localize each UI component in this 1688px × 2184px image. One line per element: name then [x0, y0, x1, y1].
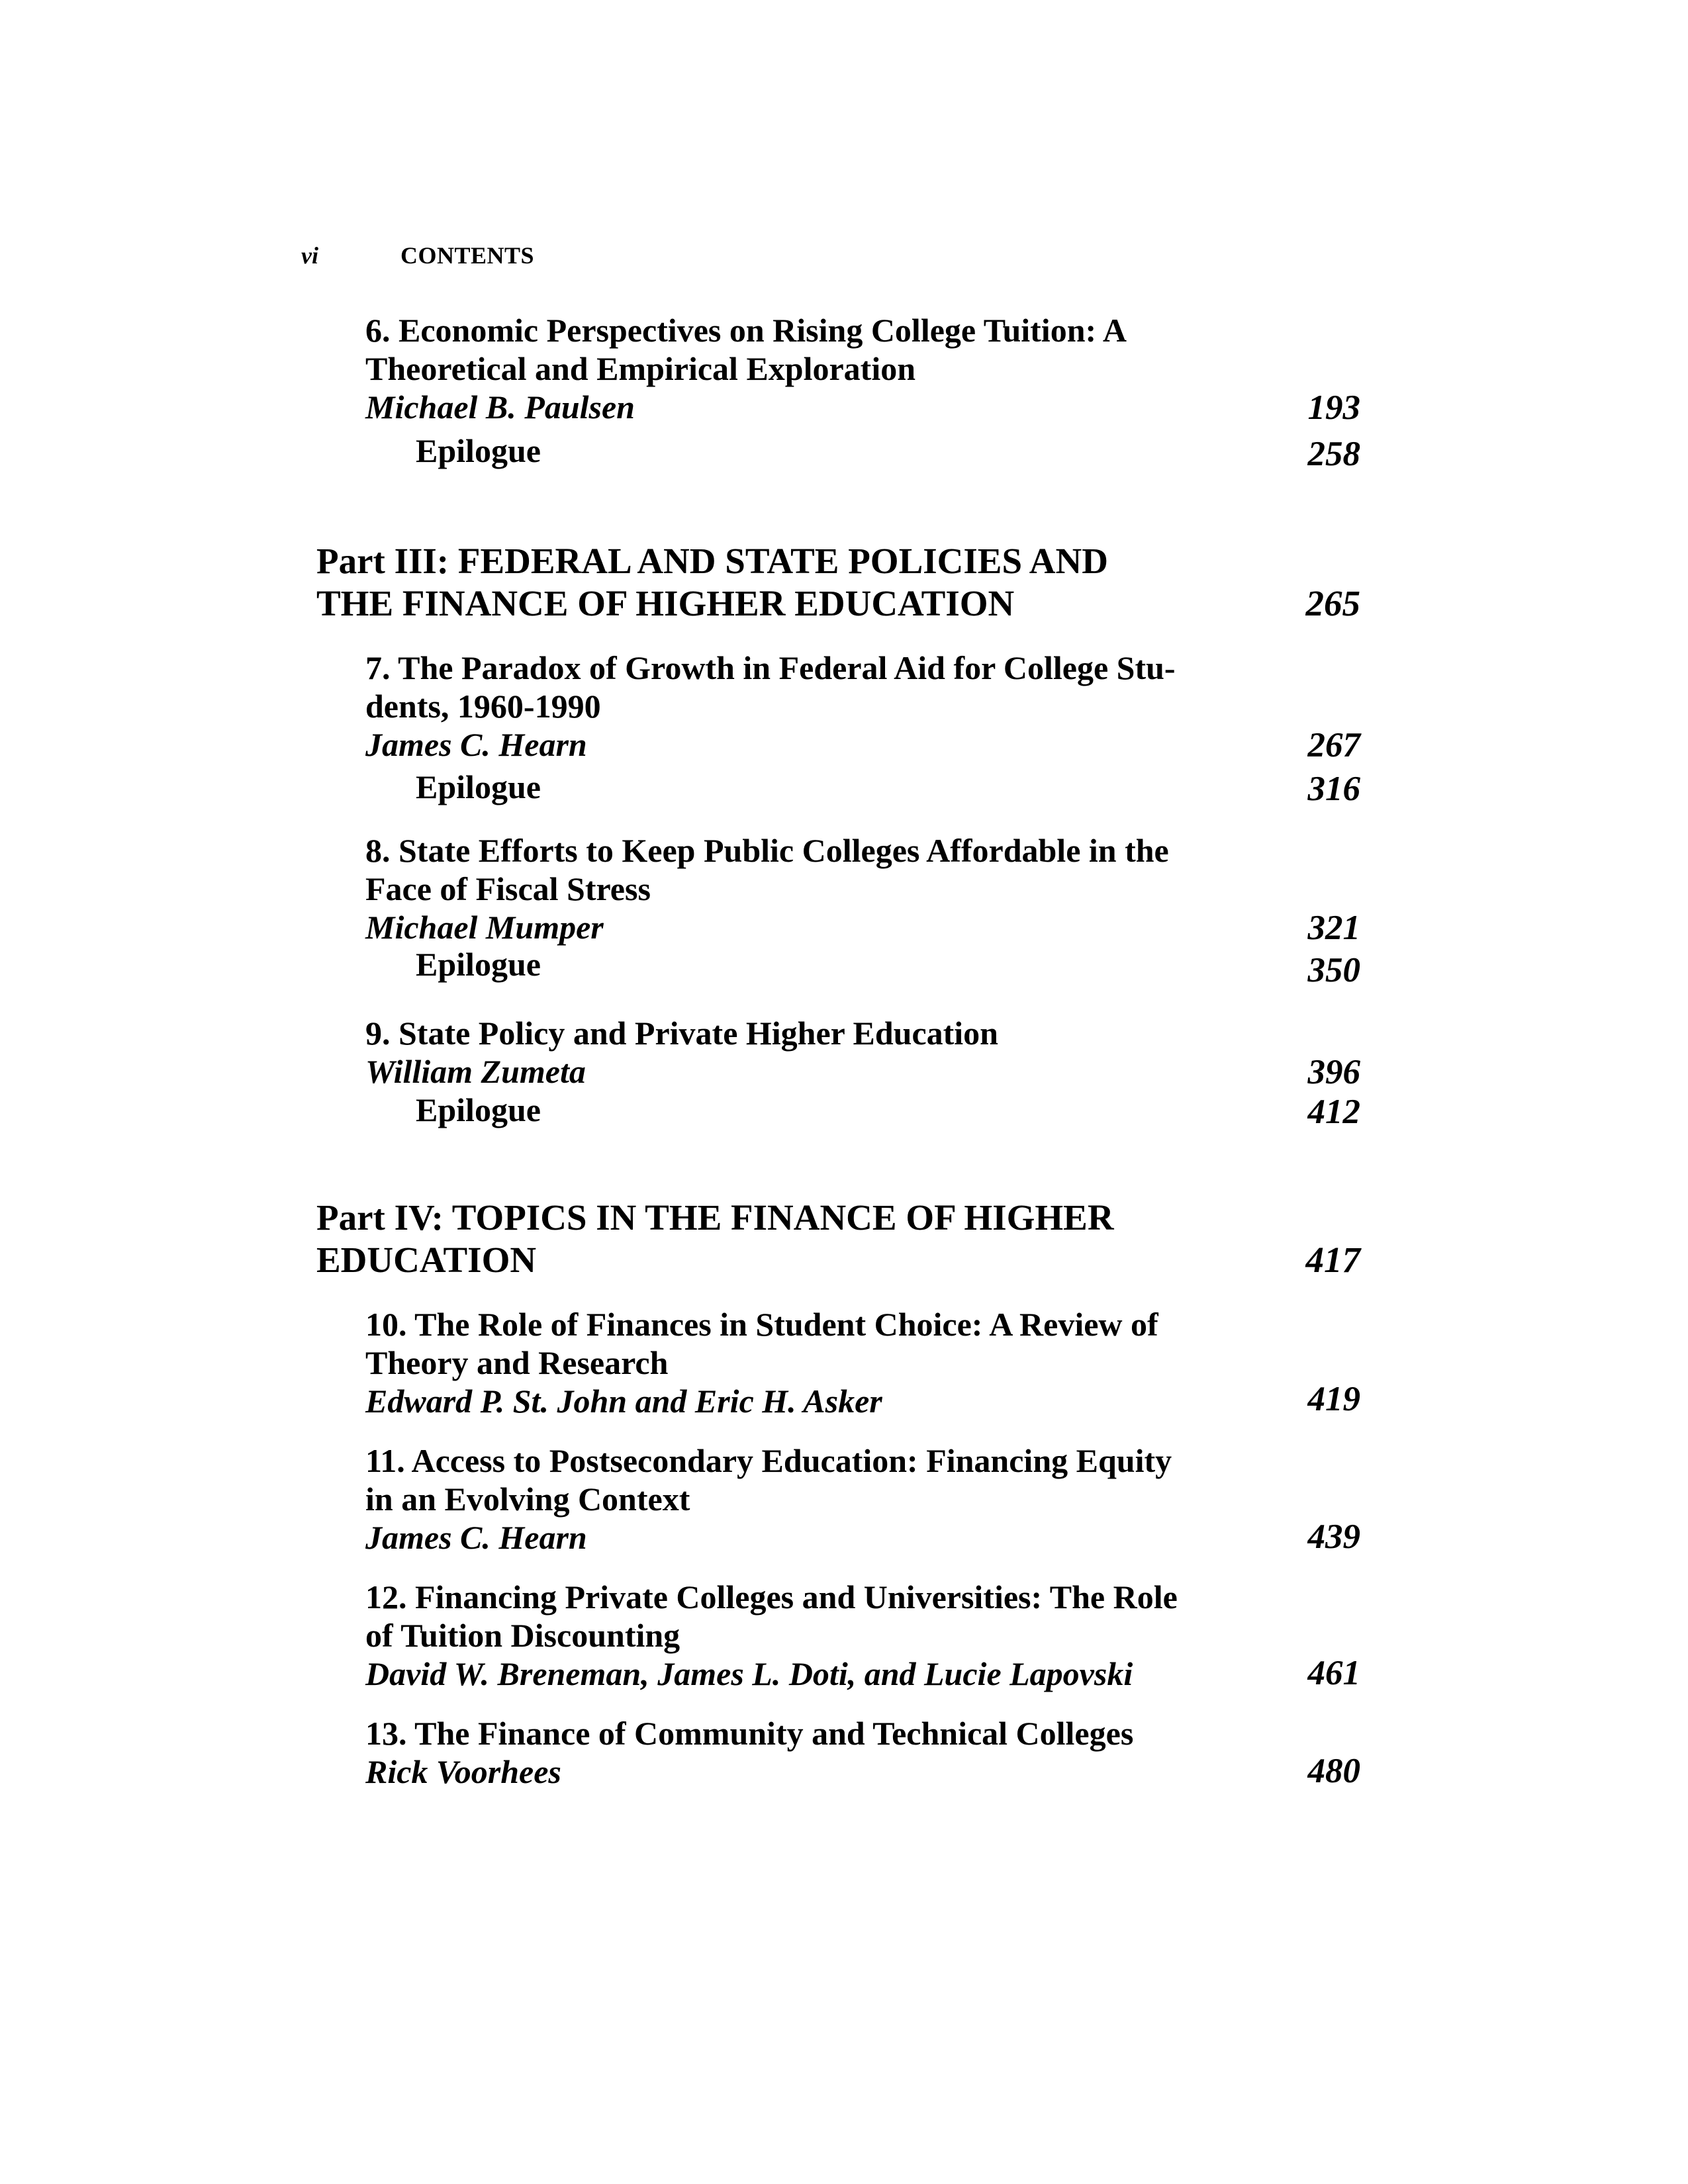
chapter-6-page: 193 [1307, 388, 1360, 427]
chapter-8-title-line-2: Face of Fiscal Stress [365, 870, 651, 907]
chapter-11-author: James C. Hearn [365, 1519, 587, 1556]
chapter-6-title-line-2: Theoretical and Empirical Exploration [365, 350, 916, 387]
chapter-7-epilogue: Epilogue [416, 768, 541, 805]
chapter-12-author: David W. Breneman, James L. Doti, and Lucie Lapovski [365, 1655, 1133, 1692]
chapter-12-page: 461 [1307, 1654, 1360, 1692]
chapter-9-title: 9. State Policy and Private Higher Education [365, 1015, 998, 1052]
chapter-6-title-line-1: 6. Economic Perspectives on Rising College Tuition: A [365, 312, 1127, 349]
chapter-11-page: 439 [1307, 1518, 1360, 1556]
chapter-6-epilogue: Epilogue [416, 432, 541, 469]
part-3-title-line-1: Part III: FEDERAL AND STATE POLICIES AND [316, 541, 1108, 581]
chapter-7-page: 267 [1307, 726, 1360, 764]
chapter-6-epilogue-page: 258 [1307, 435, 1360, 473]
chapter-9-page: 396 [1307, 1053, 1360, 1091]
chapter-13-page: 480 [1307, 1752, 1360, 1790]
chapter-11-title-line-2: in an Evolving Context [365, 1480, 690, 1518]
chapter-12-title-line-2: of Tuition Discounting [365, 1617, 680, 1654]
part-4-title-line-2: EDUCATION [316, 1240, 537, 1280]
running-head-title: CONTENTS [400, 242, 535, 269]
chapter-12-title-line-1: 12. Financing Private Colleges and Universities: The Role [365, 1578, 1178, 1615]
chapter-9-epilogue-page: 412 [1307, 1093, 1360, 1131]
chapter-10-author: Edward P. St. John and Eric H. Asker [365, 1383, 882, 1420]
chapter-10-title-line-1: 10. The Role of Finances in Student Choice: A Review of [365, 1306, 1158, 1343]
running-head [301, 242, 534, 269]
chapter-7-author: James C. Hearn [365, 726, 587, 763]
part-3-title-line-2: THE FINANCE OF HIGHER EDUCATION [316, 583, 1015, 623]
chapter-8-title-line-1: 8. State Efforts to Keep Public Colleges Affordable in the [365, 832, 1169, 869]
chapter-13-title: 13. The Finance of Community and Technical Colleges [365, 1715, 1134, 1752]
chapter-7-title-line-1: 7. The Paradox of Growth in Federal Aid for College Stu- [365, 649, 1176, 686]
chapter-8-page: 321 [1307, 909, 1360, 947]
chapter-7-title-line-2: dents, 1960-1990 [365, 688, 601, 725]
chapter-10-page: 419 [1307, 1380, 1360, 1418]
chapter-6-author: Michael B. Paulsen [365, 388, 635, 426]
page-folio: vi [301, 242, 318, 269]
chapter-8-author: Michael Mumper [365, 909, 604, 946]
chapter-11-title-line-1: 11. Access to Postsecondary Education: Financing Equity [365, 1442, 1172, 1479]
chapter-7-epilogue-page: 316 [1307, 770, 1360, 808]
chapter-9-epilogue: Epilogue [416, 1091, 541, 1128]
part-4-page: 417 [1305, 1240, 1360, 1280]
part-3-page: 265 [1305, 583, 1360, 623]
chapter-8-epilogue-page: 350 [1307, 951, 1360, 989]
chapter-10-title-line-2: Theory and Research [365, 1344, 669, 1381]
chapter-13-author: Rick Voorhees [365, 1753, 561, 1790]
chapter-9-author: William Zumeta [365, 1053, 586, 1090]
part-4-title-line-1: Part IV: TOPICS IN THE FINANCE OF HIGHER [316, 1197, 1114, 1238]
chapter-8-epilogue: Epilogue [416, 946, 541, 983]
